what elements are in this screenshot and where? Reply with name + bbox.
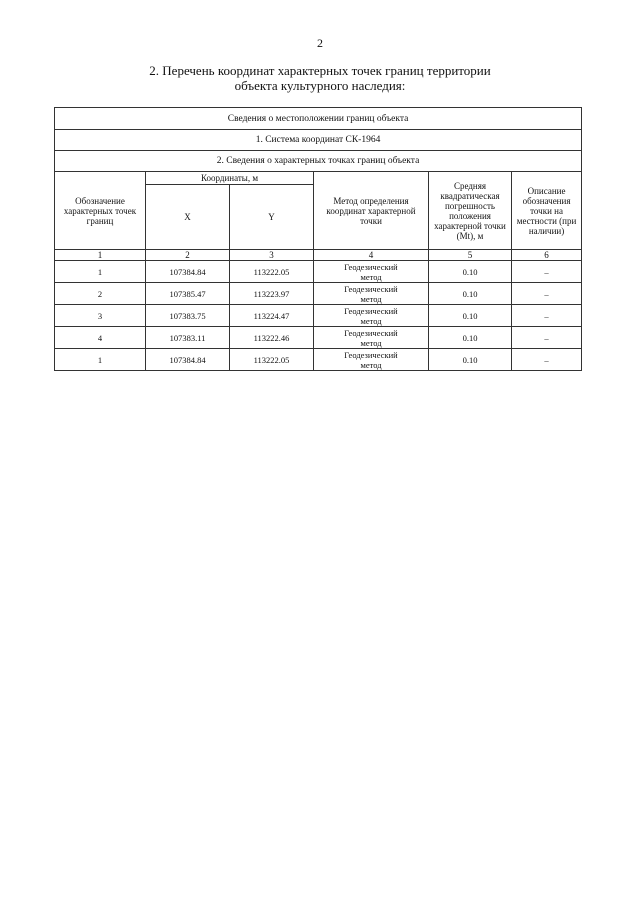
cell-error: 0.10 (429, 305, 512, 327)
cell-desc: – (512, 327, 582, 349)
col-header-desc: Описание обозначения точки на местности (при наличии) (512, 172, 582, 250)
cell-point: 1 (55, 261, 146, 283)
cell-point: 4 (55, 327, 146, 349)
cell-y: 113222.05 (230, 261, 314, 283)
col-number: 5 (429, 250, 512, 261)
cell-desc: – (512, 283, 582, 305)
col-number: 1 (55, 250, 146, 261)
col-number: 3 (230, 250, 314, 261)
cell-y: 113224.47 (230, 305, 314, 327)
table-row (55, 261, 582, 283)
col-number: 6 (512, 250, 582, 261)
table-row (55, 305, 582, 327)
cell-x: 107385.47 (146, 283, 230, 305)
table-row (55, 327, 582, 349)
cell-x: 107384.84 (146, 261, 230, 283)
cell-y: 113222.46 (230, 327, 314, 349)
cell-method: Геодезический метод (314, 283, 429, 305)
cell-point: 1 (55, 349, 146, 371)
cell-desc: – (512, 349, 582, 371)
cell-method: Геодезический метод (314, 305, 429, 327)
col-header-x: X (146, 185, 230, 250)
table-row (55, 283, 582, 305)
title-line-1: 2. Перечень координат характерных точек границ территории (149, 63, 491, 78)
points-header: 2. Сведения о характерных точках границ объекта (55, 151, 582, 172)
cell-method: Геодезический метод (314, 261, 429, 283)
cell-error: 0.10 (429, 261, 512, 283)
coordinates-table (54, 107, 582, 371)
col-header-point: Обозначение характерных точек границ (55, 172, 146, 250)
col-header-method: Метод определения координат характерной точки (314, 172, 429, 250)
col-header-y: Y (230, 185, 314, 250)
col-number: 4 (314, 250, 429, 261)
cell-point: 3 (55, 305, 146, 327)
table-header: Сведения о местоположении границ объекта (55, 108, 582, 130)
col-header-error: Средняя квадратическая погрешность положения характерной точки (Mt), м (429, 172, 512, 250)
page-number: 2 (317, 36, 323, 50)
title-line-2: объекта культурного наследия: (234, 78, 406, 93)
cell-x: 107383.75 (146, 305, 230, 327)
cell-method: Геодезический метод (314, 327, 429, 349)
cell-error: 0.10 (429, 349, 512, 371)
cell-y: 113222.05 (230, 349, 314, 371)
col-header-coords: Координаты, м (146, 172, 314, 185)
cell-x: 107384.84 (146, 349, 230, 371)
cell-y: 113223.97 (230, 283, 314, 305)
cell-point: 2 (55, 283, 146, 305)
cell-desc: – (512, 305, 582, 327)
col-number: 2 (146, 250, 230, 261)
cell-error: 0.10 (429, 327, 512, 349)
cell-error: 0.10 (429, 283, 512, 305)
document-title (0, 63, 640, 93)
cell-x: 107383.11 (146, 327, 230, 349)
coordinate-system: 1. Система координат СК-1964 (55, 130, 582, 151)
table-row (55, 349, 582, 371)
cell-method: Геодезический метод (314, 349, 429, 371)
cell-desc: – (512, 261, 582, 283)
